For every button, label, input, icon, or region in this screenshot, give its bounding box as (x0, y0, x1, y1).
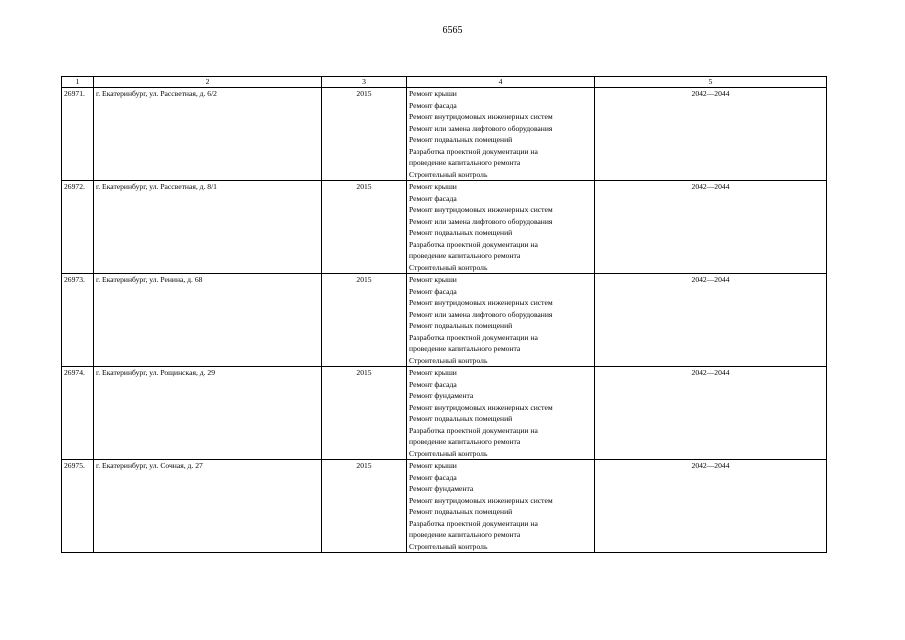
work-item: проведение капитального ремонта (409, 158, 521, 167)
work-item: Ремонт подвальных помещений (409, 321, 513, 330)
table-row (62, 274, 827, 367)
column-header: 3 (322, 77, 407, 88)
address-cell: г. Екатеринбург, ул. Сочная, д. 27 (94, 460, 322, 553)
work-item: Ремонт фасада (409, 193, 457, 203)
address-cell: г. Екатеринбург, ул. Рассветная, д. 8/1 (94, 181, 322, 274)
work-item: Строительный контроль (409, 541, 488, 551)
repair-schedule-table (61, 76, 827, 553)
works-cell (407, 460, 595, 553)
works-cell (407, 367, 595, 460)
row-number-cell: 26975. (62, 460, 94, 553)
work-item: Ремонт внутридомовых инженерных систем (409, 298, 553, 307)
work-item: Ремонт фасада (409, 286, 457, 296)
period-cell: 2042—2044 (595, 460, 827, 553)
work-item: Ремонт фасада (409, 379, 457, 389)
year-cell: 2015 (322, 460, 407, 553)
work-item: Ремонт крыши (409, 182, 457, 191)
work-item: Строительный контроль (409, 448, 488, 458)
column-header: 1 (62, 77, 94, 88)
work-item: Ремонт внутридомовых инженерных систем (409, 495, 553, 505)
year-cell: 2015 (322, 88, 407, 181)
work-item: Ремонт крыши (409, 275, 457, 284)
work-item: Ремонт подвальных помещений (409, 507, 513, 516)
work-item: Ремонт крыши (409, 89, 457, 98)
row-number-cell: 26972. (62, 181, 94, 274)
work-item: Разработка проектной документации на (409, 146, 538, 156)
column-header: 5 (595, 77, 827, 88)
work-item: Ремонт фасада (409, 472, 457, 482)
table-row (62, 181, 827, 274)
period-cell: 2042—2044 (595, 274, 827, 367)
work-item: проведение капитального ремонта (409, 530, 521, 539)
address-cell: г. Екатеринбург, ул. Рощинская, д. 29 (94, 367, 322, 460)
column-header: 4 (407, 77, 595, 88)
work-item: Ремонт внутридомовых инженерных систем (409, 112, 553, 121)
works-cell (407, 88, 595, 181)
page-number: 6565 (442, 25, 463, 36)
work-item: Строительный контроль (409, 355, 488, 365)
period-cell: 2042—2044 (595, 88, 827, 181)
address-cell: г. Екатеринбург, ул. Ренина, д. 68 (94, 274, 322, 367)
work-item: Ремонт внутридомовых инженерных систем (409, 402, 553, 412)
table-row (62, 367, 827, 460)
table-row (62, 460, 827, 553)
year-cell: 2015 (322, 181, 407, 274)
year-cell: 2015 (322, 274, 407, 367)
row-number-cell: 26974. (62, 367, 94, 460)
row-number-cell: 26971. (62, 88, 94, 181)
work-item: Разработка проектной документации на (409, 425, 538, 435)
work-item: Ремонт крыши (409, 461, 457, 470)
period-cell: 2042—2044 (595, 367, 827, 460)
work-item: Разработка проектной документации на (409, 239, 538, 249)
work-item: Ремонт или замена лифтового оборудования (409, 123, 553, 133)
work-item: проведение капитального ремонта (409, 251, 521, 260)
work-item: Ремонт фундамента (409, 484, 474, 493)
work-item: Ремонт крыши (409, 368, 457, 377)
address-cell: г. Екатеринбург, ул. Рассветная, д. 6/2 (94, 88, 322, 181)
works-cell (407, 274, 595, 367)
work-item: Ремонт внутридомовых инженерных систем (409, 205, 553, 214)
work-item: Разработка проектной документации на (409, 332, 538, 342)
work-item: Ремонт подвальных помещений (409, 414, 513, 423)
work-item: проведение капитального ремонта (409, 344, 521, 353)
work-item: Разработка проектной документации на (409, 518, 538, 528)
period-cell: 2042—2044 (595, 181, 827, 274)
works-cell (407, 181, 595, 274)
work-item: Ремонт фасада (409, 100, 457, 110)
work-item: Ремонт или замена лифтового оборудования (409, 216, 553, 226)
row-number-cell: 26973. (62, 274, 94, 367)
table-row (62, 88, 827, 181)
year-cell: 2015 (322, 367, 407, 460)
work-item: Строительный контроль (409, 262, 488, 272)
work-item: Ремонт или замена лифтового оборудования (409, 309, 553, 319)
work-item: проведение капитального ремонта (409, 437, 521, 446)
work-item: Строительный контроль (409, 169, 488, 179)
table-header-row (62, 77, 827, 88)
work-item: Ремонт подвальных помещений (409, 228, 513, 237)
work-item: Ремонт подвальных помещений (409, 135, 513, 144)
column-header: 2 (94, 77, 322, 88)
work-item: Ремонт фундамента (409, 391, 474, 400)
